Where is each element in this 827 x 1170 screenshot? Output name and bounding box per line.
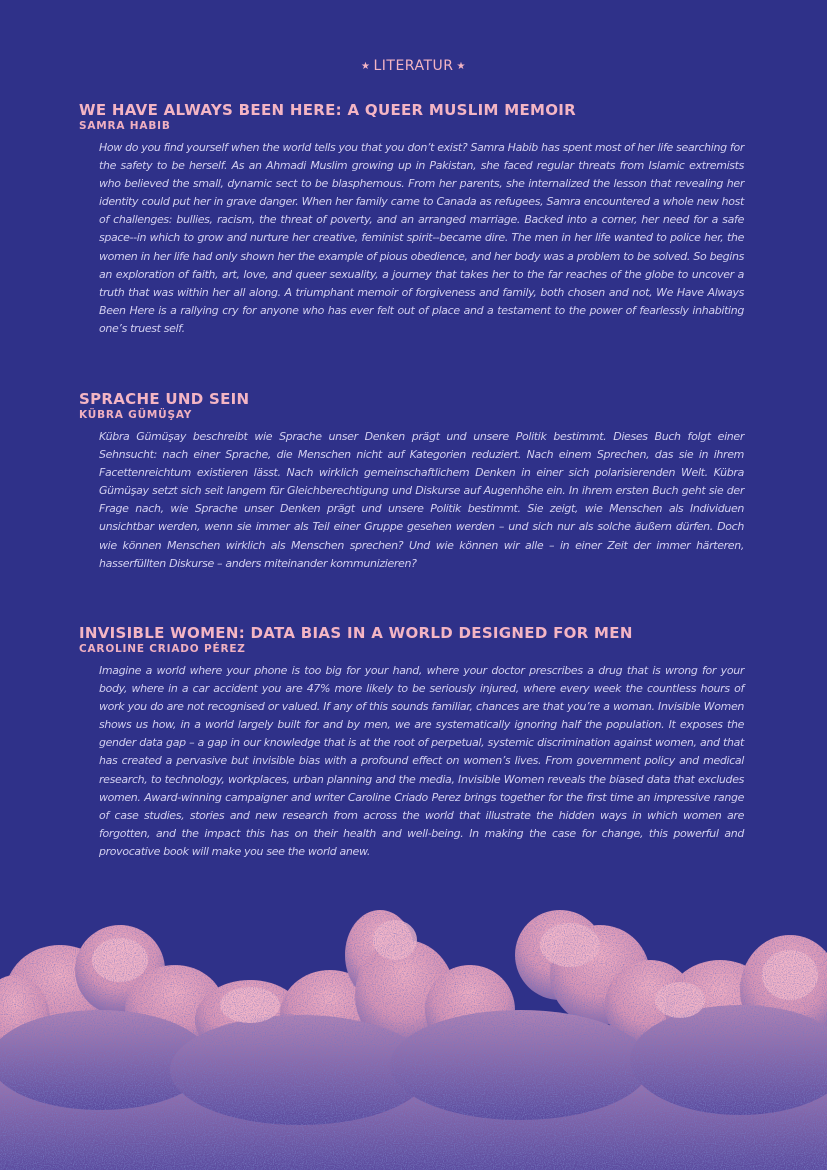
book-author: CAROLINE CRIADO PÉREZ — [79, 643, 246, 655]
book-author: KÜBRA GÜMÜŞAY — [79, 409, 193, 421]
book-description: Imagine a world where your phone is too big for your hand, where your doctor prescribes a drug that is wrong for your body, where in a car accident you are 47% more likely to be seriously injured, where every week the countless hours of work you do are not recognised or valued. If any of this sounds familiar, chances are that you’re a woman. Invisible Women shows us how, in a world largely built for and by men, we are systematically ignoring half the population. It exposes the gender data gap – a gap in our knowledge that is at the root of perpetual, systemic discrimination against women, and that has created a pervasive but invisible bias with a profound effect on women’s lives. From government policy and medical research, to technology, workplaces, urban planning and the media, Invisible Women reveals the biased data that excludes women. Award-winning campaigner and writer Caroline Criado Perez brings together for the first time an impressive range of case studies, stories and new research from across the world that illustrate the hidden ways in which women are forgotten, and the impact this has on their health and well-being. In making the case for change, this powerful and provocative book will make you see the world anew. — [99, 664, 744, 858]
book-entry — [79, 101, 749, 338]
section-header — [0, 58, 827, 74]
book-author: SAMRA HABIB — [79, 120, 171, 132]
star-icon: ★ — [456, 61, 466, 72]
clouds-illustration — [0, 900, 827, 1170]
book-entry — [79, 624, 749, 861]
book-title: WE HAVE ALWAYS BEEN HERE: A QUEER MUSLIM MEMOIR — [79, 101, 576, 119]
book-description: How do you find yourself when the world tells you that you don’t exist? Samra Habib has spent most of her life searching for the safety to be herself. As an Ahmadi Muslim growing up in Pakistan, she faced regular threats from Islamic extremists who believed the small, dynamic sect to be blasphemous. From her parents, she internalized the lesson that revealing her identity could put her in grave danger. When her family came to Canada as refugees, Samra encountered a whole new host of challenges: bullies, racism, the threat of poverty, and an arranged marriage. Backed into a corner, her need for a safe space--in which to grow and nurture her creative, feminist spirit--became dire. The men in her life wanted to police her, the women in her life had only shown her the example of pious obedience, and her body was a problem to be solved. So begins an exploration of faith, art, love, and queer sexuality, a journey that takes her to the far reaches of the globe to uncover a truth that was within her all along. A triumphant memoir of forgiveness and family, both chosen and not, We Have Always Been Here is a rallying cry for anyone who has ever felt out of place and a testament to the power of fearlessly inhabiting one’s truest self. — [99, 141, 744, 335]
book-entry — [79, 390, 749, 573]
book-description: Kübra Gümüşay beschreibt wie Sprache unser Denken prägt und unsere Politik bestimmt. Dieses Buch folgt einer Sehnsucht: nach einer Sprache, die Menschen nicht auf Kategorien reduziert. Nach einem Sprechen, das sie in ihrem Facettenreichtum existieren lässt. Nach wirklich gemeinschaftlichem Denken in einer sich polarisierenden Welt. Kübra Gümüşay setzt sich seit langem für Gleichberechtigung und Diskurse auf Augenhöhe ein. In ihrem ersten Buch geht sie der Frage nach, wie Sprache unser Denken prägt und unsere Politik bestimmt. Sie zeigt, wie Menschen als Individuen unsichtbar werden, wenn sie immer als Teil einer Gruppe gesehen werden – und sich nur als solche äußern dürfen. Doch wie können Menschen wirklich als Menschen sprechen? Und wie können wir alle – in einer Zeit der immer härteren, hasserfüllten Diskurse – anders miteinander kommunizieren? — [99, 430, 744, 570]
book-title: SPRACHE UND SEIN — [79, 390, 250, 408]
book-title: INVISIBLE WOMEN: DATA BIAS IN A WORLD DESIGNED FOR MEN — [79, 624, 633, 642]
section-label: LITERATUR — [373, 58, 454, 74]
star-icon: ★ — [361, 61, 371, 72]
